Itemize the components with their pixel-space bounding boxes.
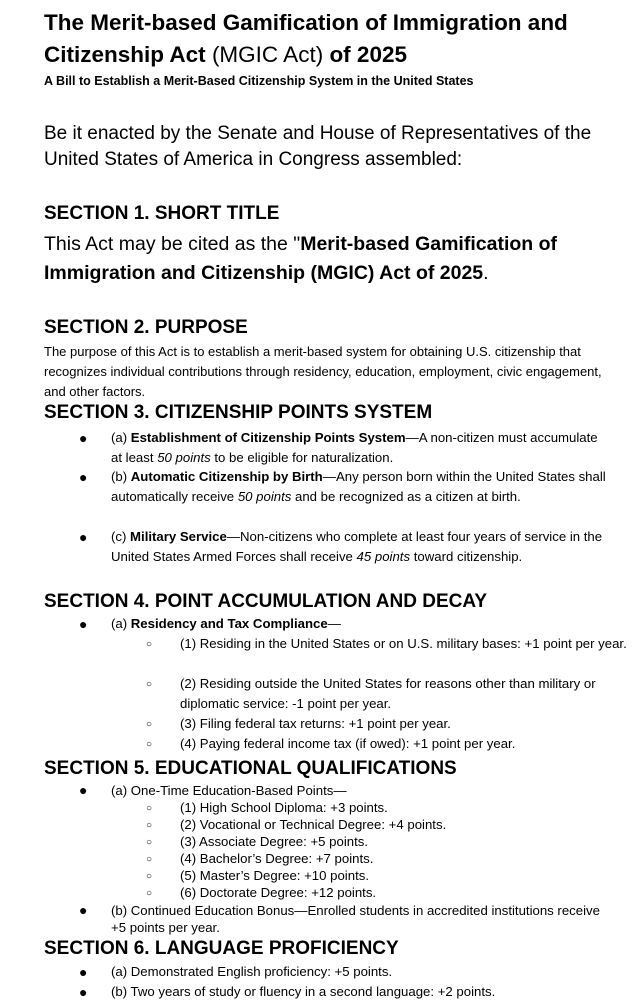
section-4-subitem-2: ○ (2) Residing outside the United States for reasons other than military or diplomatic service: -1 point per year. <box>146 676 596 711</box>
section-1-heading: SECTION 1. SHORT TITLE <box>44 203 280 224</box>
bullet-disc: ● <box>79 984 88 1000</box>
bullet-disc: ● <box>79 782 88 798</box>
section-3-item-a: ● (a) Establishment of Citizenship Points System—A non-citizen must accumulate at least 50 points to be eligible for naturalization. <box>79 430 598 465</box>
section-4-heading: SECTION 4. POINT ACCUMULATION AND DECAY <box>44 591 488 612</box>
section-5-subitem-1: ○ (1) High School Diploma: +3 points. <box>146 800 388 815</box>
section-6-item-a: ● (a) Demonstrated English proficiency: +5 points. <box>79 964 393 980</box>
section-2-text: The purpose of this Act is to establish a merit-based system for obtaining U.S. citizenship that recognizes individual contributions through residency, education, employment, civic engagement, and other factors. <box>44 344 602 399</box>
bullet-disc: ● <box>79 964 88 980</box>
title-act-name: Citizenship Act <box>44 42 206 67</box>
section-4-subitem-1: ○ (1) Residing in the United States or on U.S. military bases: +1 point per year. <box>180 634 630 654</box>
bullet-circle: ○ <box>146 739 153 750</box>
cite-prefix: This Act may be cited as the " <box>44 233 301 255</box>
bullet-circle: ○ <box>146 837 153 848</box>
cite-suffix: . <box>483 262 489 284</box>
section-5-subitem-5: ○ (5) Master’s Degree: +10 points. <box>146 868 369 883</box>
cite-act-name: Merit-based Gamification of Immigration and Citizenship (MGIC) Act of 2025 <box>44 233 558 284</box>
section-4-subitem-4: ○ (4) Paying federal income tax (if owed): +1 point per year. <box>180 734 630 754</box>
title-line-1: The Merit-based Gamification of Immigration and <box>44 10 568 35</box>
bullet-circle: ○ <box>146 803 153 814</box>
section-6-heading: SECTION 6. LANGUAGE PROFICIENCY <box>44 938 399 959</box>
section-3-item-c: ● (c) Military Service—Non-citizens who complete at least four years of service in the United States Armed Forces shall receive 45 points toward citizenship. <box>79 529 603 564</box>
bullet-disc: ● <box>79 616 88 632</box>
section-5-subitem-2: ○ (2) Vocational or Technical Degree: +4 points. <box>146 817 447 832</box>
bullet-disc: ● <box>79 902 88 918</box>
enacting-clause: Be it enacted by the Senate and House of Representatives of the United States of America in Congress assembled: <box>44 123 592 170</box>
section-5-subitem-3: ○ (3) Associate Degree: +5 points. <box>146 834 369 849</box>
bullet-circle: ○ <box>146 820 153 831</box>
section-5-item-b: ● (b) Continued Education Bonus—Enrolled students in accredited institutions receive +5 points per year. <box>79 902 600 935</box>
bullet-circle: ○ <box>146 888 153 899</box>
section-2-heading: SECTION 2. PURPOSE <box>44 317 248 338</box>
bullet-disc: ● <box>79 469 88 485</box>
section-5-item-a: ● (a) One-Time Education-Based Points— <box>79 782 347 798</box>
section-3-item-b: ● (b) Automatic Citizenship by Birth—Any person born within the United States shall automatically receive 50 points and be recognized as a citizen at birth. <box>79 469 606 504</box>
section-3-heading: SECTION 3. CITIZENSHIP POINTS SYSTEM <box>44 402 433 423</box>
bullet-circle: ○ <box>146 639 153 650</box>
section-6-item-b: ● (b) Two years of study or fluency in a second language: +2 points. <box>79 984 496 1000</box>
title-year: of 2025 <box>329 42 407 67</box>
section-4-item-a: ● (a) Residency and Tax Compliance— <box>79 616 341 632</box>
bullet-circle: ○ <box>146 719 153 730</box>
bullet-disc: ● <box>79 430 88 446</box>
bullet-circle: ○ <box>146 871 153 882</box>
section-5-heading: SECTION 5. EDUCATIONAL QUALIFICATIONS <box>44 758 457 779</box>
subtitle: A Bill to Establish a Merit-Based Citizenship System in the United States <box>44 74 474 88</box>
title-line-2 <box>44 40 407 70</box>
bullet-circle: ○ <box>146 679 153 690</box>
section-4-subitem-3: ○ (3) Filing federal tax returns: +1 point per year. <box>180 714 630 734</box>
section-5-subitem-4: ○ (4) Bachelor’s Degree: +7 points. <box>146 851 374 866</box>
bullet-disc: ● <box>79 529 88 545</box>
title-act-abbrev: (MGIC Act) <box>205 42 330 67</box>
section-1-text <box>44 230 634 288</box>
bullet-circle: ○ <box>146 854 153 865</box>
section-5-subitem-6: ○ (6) Doctorate Degree: +12 points. <box>146 885 377 900</box>
